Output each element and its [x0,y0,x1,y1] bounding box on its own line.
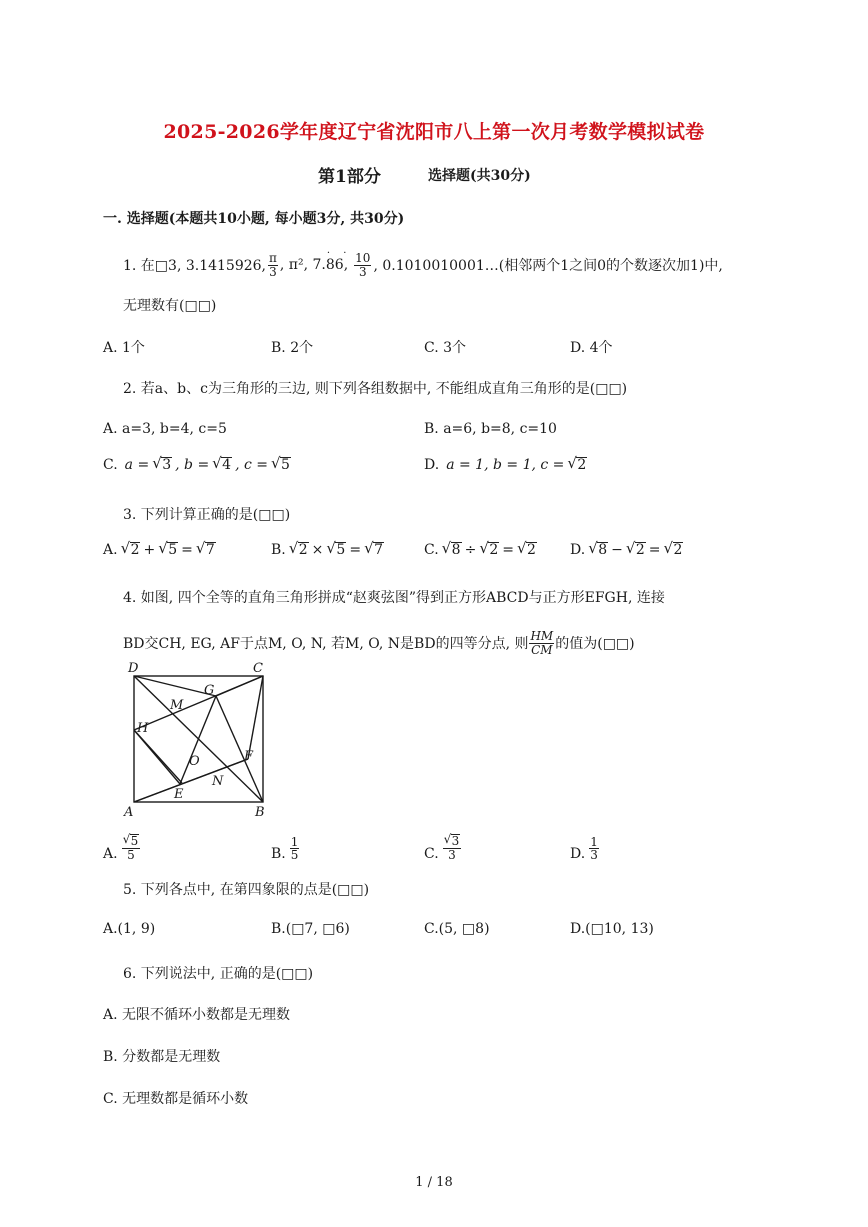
q6-option-a: A. 无限不循环小数都是无理数 [103,1007,291,1023]
q2-option-b: B. a=6, b=8, c=10 [424,421,557,437]
part-heading: 第1部分 [318,167,381,187]
q2-option-d: D. a = 1, b = 1, c = √ 2 [424,454,587,474]
q1-mid: , π², 7. [279,257,326,273]
document-title: 2025-2026学年度辽宁省沈阳市八上第一次月考数学模拟试卷 [163,121,705,143]
q1-repeating-decimal: · · 86 [325,248,352,273]
q2-option-a: A. a=3, b=4, c=5 [103,421,227,437]
question-2-stem: 2. 若a、b、c为三角形的三边, 则下列各组数据中, 不能组成直角三角形的是(□□) [123,381,628,397]
q6-option-b: B. 分数都是无理数 [103,1049,221,1065]
q3-option-d: D. √ 8 − √ 2 = √ 2 [570,539,683,559]
question-4-line1: 4. 如图, 四个全等的直角三角形拼成“赵爽弦图”得到正方形ABCD与正方形EFGH, 连接 [123,590,665,606]
q3-option-b: B. √ 2 × √ 5 = √ 7 [271,539,383,559]
q1-ten-thirds: $\frac{10}{3}$ [355,250,371,279]
q4-ratio-fraction: $\frac{HM}{CM}$ [530,628,554,657]
question-3-stem: 3. 下列计算正确的是(□□) [123,507,291,523]
question-4-line2: BD交CH, EG, AF于点M, O, N, 若M, O, N是BD的四等分点, 则 $\frac{HM}{CM}$ 的值为(□□) [123,628,635,657]
segment-ch [134,676,263,730]
q1-sep: , [343,257,349,273]
q5-option-a: A.(1, 9) [103,921,156,937]
q5-option-b: B.(□7, □6) [271,921,350,937]
label-a: A [124,805,134,820]
q1-pi-fraction: $\frac{\pi}{3}$ [269,250,277,279]
q1-option-d: D. 4个 [570,340,613,356]
q1-prefix: 1. 在□3, 3.1415926, [123,258,267,274]
question-6-stem: 6. 下列说法中, 正确的是(□□) [123,966,314,982]
question-1-line2: 无理数有(□□) [123,298,217,314]
q1-option-c: C. 3个 [424,340,467,356]
segment-cf [248,676,263,759]
q4-option-a: A. √ 5 5 [103,832,139,863]
question-5-stem: 5. 下列各点中, 在第四象限的点是(□□) [123,882,370,898]
zhao-shuang-diagram [118,658,278,824]
label-m: M [170,698,184,713]
label-g: G [204,683,215,698]
q1-option-b: B. 2个 [271,340,314,356]
section-heading: 一. 选择题(本题共10小题, 每小题3分, 共30分) [103,211,405,227]
label-d: D [128,661,139,676]
label-b: B [255,805,265,820]
segment-hg-side [134,730,180,784]
label-o: O [189,754,200,769]
label-n: N [212,774,224,789]
page-number: 1 / 18 [415,1175,453,1190]
q1-suffix: , 0.1010010001…(相邻两个1之间0的个数逐次加1)中, [373,258,723,274]
part-subheading: 选择题(共30分) [428,168,531,184]
question-1-line1 [123,240,723,290]
q1-option-a: A. 1个 [103,340,145,356]
q3-option-a: A. √ 2 + √ 5 = √ 7 [103,539,215,559]
label-h: H [137,721,149,736]
label-c: C [253,661,263,676]
label-e: E [174,787,184,802]
q4-option-d: D. $\frac{1}{3}$ [570,834,598,863]
q4-option-c: C. √ 3 3 [424,832,460,863]
label-f: F [244,749,254,764]
q5-option-d: D.(□10, 13) [570,921,654,937]
q3-option-c: C. √ 8 ÷ √ 2 = √ 2 [424,539,536,559]
q6-option-c: C. 无理数都是循环小数 [103,1091,249,1107]
q4-option-b: B. $\frac{1}{5}$ [271,834,299,863]
q5-option-c: C.(5, □8) [424,921,490,937]
q2-option-c: C. a = √ 3 , b = √ 4 , c = √ 5 [103,454,290,474]
